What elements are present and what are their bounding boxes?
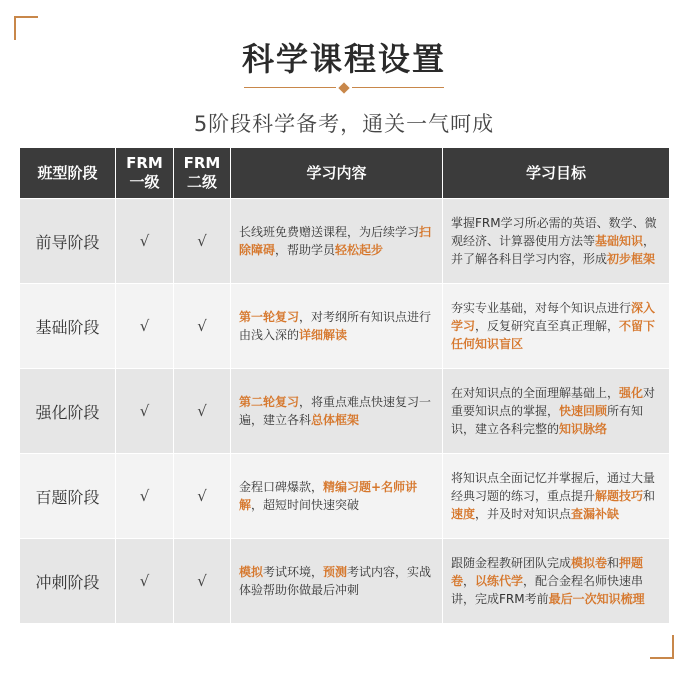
header-level1-line2: 一级 bbox=[129, 173, 160, 191]
table-row bbox=[20, 369, 670, 454]
stage-cell: 百题阶段 bbox=[20, 454, 116, 539]
body-text: 跟随金程教研团队完成 bbox=[451, 556, 572, 570]
header-goal: 学习目标 bbox=[443, 148, 670, 199]
body-text: 和 bbox=[607, 556, 620, 570]
check-icon: √ bbox=[174, 369, 231, 454]
table-row bbox=[20, 454, 670, 539]
header-level2-line2: 二级 bbox=[186, 173, 217, 191]
diamond-icon bbox=[338, 82, 349, 93]
highlight-text: 知识脉络 bbox=[559, 422, 608, 436]
header-level2-line1: FRM bbox=[183, 154, 221, 172]
highlight-text: 模拟 bbox=[239, 565, 264, 579]
body-text: ，并及时对知识点 bbox=[475, 507, 572, 521]
highlight-text: 第二轮复习 bbox=[239, 395, 300, 409]
content-cell bbox=[231, 539, 443, 624]
check-icon: √ bbox=[116, 199, 174, 284]
check-icon: √ bbox=[174, 539, 231, 624]
content-cell bbox=[231, 454, 443, 539]
body-text: 对重要知识点的掌握， bbox=[451, 386, 656, 418]
highlight-text: 总体框架 bbox=[311, 413, 360, 427]
highlight-text: 第一轮复习 bbox=[239, 310, 300, 324]
highlight-text: 查漏补缺 bbox=[571, 507, 620, 521]
highlight-text: 精编习题+名师讲解 bbox=[239, 480, 418, 512]
body-text: 在对知识点的全面理解基础上， bbox=[451, 386, 620, 400]
content-cell bbox=[231, 284, 443, 369]
body-text: ，将重点难点快速复习一遍，建立各科 bbox=[239, 395, 432, 427]
highlight-text: 初步框架 bbox=[607, 252, 656, 266]
header-level2 bbox=[174, 148, 231, 199]
highlight-text: 押题卷 bbox=[451, 556, 644, 588]
header-level1-line1: FRM bbox=[126, 154, 163, 172]
stage-cell: 强化阶段 bbox=[20, 369, 116, 454]
highlight-text: 预测 bbox=[323, 565, 348, 579]
check-icon: √ bbox=[174, 199, 231, 284]
highlight-text: 不留下任何知识盲区 bbox=[451, 319, 656, 351]
check-icon: √ bbox=[116, 539, 174, 624]
page-title: 科学课程设置 bbox=[241, 40, 446, 78]
goal-cell bbox=[443, 284, 670, 369]
header-stage: 班型阶段 bbox=[20, 148, 116, 199]
table-row bbox=[20, 284, 670, 369]
table-row bbox=[20, 199, 670, 284]
content-cell bbox=[231, 199, 443, 284]
divider-line-right bbox=[352, 87, 444, 88]
body-text: ，并了解各科目学习内容，形成 bbox=[451, 234, 656, 266]
check-icon: √ bbox=[116, 369, 174, 454]
goal-cell bbox=[443, 199, 670, 284]
body-text: ，配合金程名师快速串讲，完成FRM考前 bbox=[451, 574, 644, 606]
body-text: ，超短时间快速突破 bbox=[251, 498, 360, 512]
check-icon: √ bbox=[116, 454, 174, 539]
body-text: 将知识点全面记忆并掌握后，通过大量经典习题的练习，重点提升 bbox=[451, 471, 656, 503]
highlight-text: 快速回顾 bbox=[559, 404, 608, 418]
title-divider bbox=[244, 84, 444, 92]
corner-decoration-bottom-right bbox=[650, 635, 674, 659]
highlight-text: 最后一次知识梳理 bbox=[548, 592, 645, 606]
content-cell bbox=[231, 369, 443, 454]
body-text: ，对考纲所有知识点进行由浅入深的 bbox=[239, 310, 432, 342]
stage-cell: 冲刺阶段 bbox=[20, 539, 116, 624]
body-text: 所有知识，建立各科完整的 bbox=[451, 404, 644, 436]
course-table bbox=[19, 147, 670, 624]
body-text: ，帮助学员 bbox=[275, 243, 336, 257]
body-text: 考试环境， bbox=[263, 565, 324, 579]
highlight-text: 轻松起步 bbox=[335, 243, 384, 257]
header-content: 学习内容 bbox=[231, 148, 443, 199]
highlight-text: 深入学习 bbox=[451, 301, 656, 333]
check-icon: √ bbox=[116, 284, 174, 369]
highlight-text: 强化 bbox=[619, 386, 644, 400]
body-text: 考试内容，实战体验帮助你做最后冲刺 bbox=[239, 565, 432, 597]
stage-cell: 前导阶段 bbox=[20, 199, 116, 284]
highlight-text: 基础知识 bbox=[595, 234, 644, 248]
highlight-text: 以练代学 bbox=[475, 574, 524, 588]
body-text: 金程口碑爆款， bbox=[239, 480, 324, 494]
body-text: ， bbox=[463, 574, 476, 588]
table-header-row bbox=[20, 148, 670, 199]
divider-line-left bbox=[244, 87, 336, 88]
goal-cell bbox=[443, 539, 670, 624]
page-subtitle: 5阶段科学备考，通关一气呵成 bbox=[193, 112, 495, 136]
highlight-text: 速度 bbox=[451, 507, 476, 521]
check-icon: √ bbox=[174, 284, 231, 369]
highlight-text: 扫除障碍 bbox=[239, 225, 432, 257]
header-level1 bbox=[116, 148, 174, 199]
stage-cell: 基础阶段 bbox=[20, 284, 116, 369]
highlight-text: 详细解读 bbox=[299, 328, 348, 342]
body-text: 长线班免费赠送课程，为后续学习 bbox=[239, 225, 420, 239]
highlight-text: 解题技巧 bbox=[595, 489, 644, 503]
check-icon: √ bbox=[174, 454, 231, 539]
goal-cell bbox=[443, 454, 670, 539]
table-row bbox=[20, 539, 670, 624]
body-text: 夯实专业基础，对每个知识点进行 bbox=[451, 301, 632, 315]
body-text: ，反复研究直至真正理解， bbox=[475, 319, 620, 333]
body-text: 和 bbox=[643, 489, 656, 503]
highlight-text: 模拟卷 bbox=[571, 556, 608, 570]
goal-cell bbox=[443, 369, 670, 454]
body-text: 掌握FRM学习所必需的英语、数学、微观经济、计算器使用方法等 bbox=[451, 216, 657, 248]
